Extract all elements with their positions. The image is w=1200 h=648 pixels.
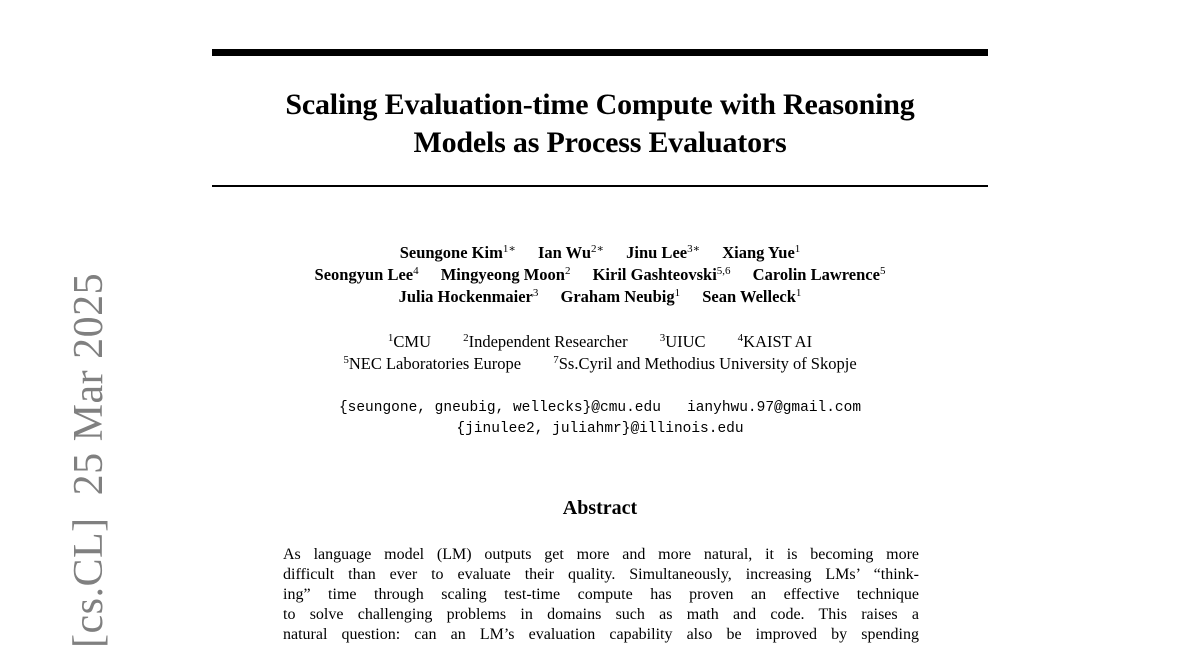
author-line-2 [150,264,1050,286]
author: Julia Hockenmaier$^3$ [398,287,539,306]
affiliation: $^4$KAIST AI [737,332,813,351]
email-line-1: {seungone, gneubig, wellecks}@cmu.edu ianyhwu.97@gmail.com [338,400,862,416]
author-line-1 [150,242,1050,264]
author: Seungone Kim$^{1∗}$ [399,243,516,262]
abstract-line: As language model (LM) outputs get more and more natural, it is becoming more [283,546,919,563]
abstract-body [283,545,919,645]
title-top-rule [212,49,988,56]
author: Sean Welleck$^1$ [702,287,802,306]
author: Ian $Wu^{2∗}$ [537,243,604,262]
affiliation: $^3$UIUC [659,332,706,351]
abstract-heading: Abstract [562,497,638,519]
author: Graham Neubig$^1$ [560,287,681,306]
affiliation: $^5$NEC Laboratories Europe [343,354,522,373]
author: Jinu Lee$^{3∗}$ [626,243,701,262]
affiliation-line-1 [150,331,1050,353]
arxiv-identifier-stamp [0,0,112,648]
paper-title-line-1: Scaling Evaluation-time Compute with Reasoning [285,88,915,121]
author-list [150,242,1050,308]
email-line-2: {jinulee2, juliahmr}@illinois.edu [456,421,744,437]
email-list [150,398,1050,440]
abstract-line: difficult than ever to evaluate their quality. Simultaneously, increasing LMs’ “think- [283,566,919,583]
abstract-line: to solve challenging problems in domains such as math and code. This raises a [283,606,919,623]
title-bottom-rule [212,185,988,187]
abstract-line: ing” time through scaling test-time compute has proven an effective technique [283,586,919,603]
author: Mingyeong Moon$^2$ [440,265,571,284]
author: Seongyun Lee$^4$ [314,265,419,284]
author: Kiril Gashteovski$^{5,6}$ [592,265,731,284]
abstract-line: natural question: can an LM’s evaluation capability also be improved by spending [283,626,919,643]
affiliation: $^7$Ss.Cyril and Methodius University of Skopje [553,354,857,373]
arxiv-identifier-text: [cs.CL] 25 Mar 2025 [66,272,112,648]
paper-title-line-2: Models as Process Evaluators [413,126,787,159]
affiliation-list [150,331,1050,375]
author-line-3 [150,286,1050,308]
affiliation: $^1$CMU [387,332,431,351]
affiliation-line-2 [150,353,1050,375]
affiliation: $^2$Independent Researcher [463,332,628,351]
paper-title [212,86,988,162]
author: Xiang Yue$^1$ [722,243,801,262]
author: Carolin Lawrence$^5$ [752,265,886,284]
